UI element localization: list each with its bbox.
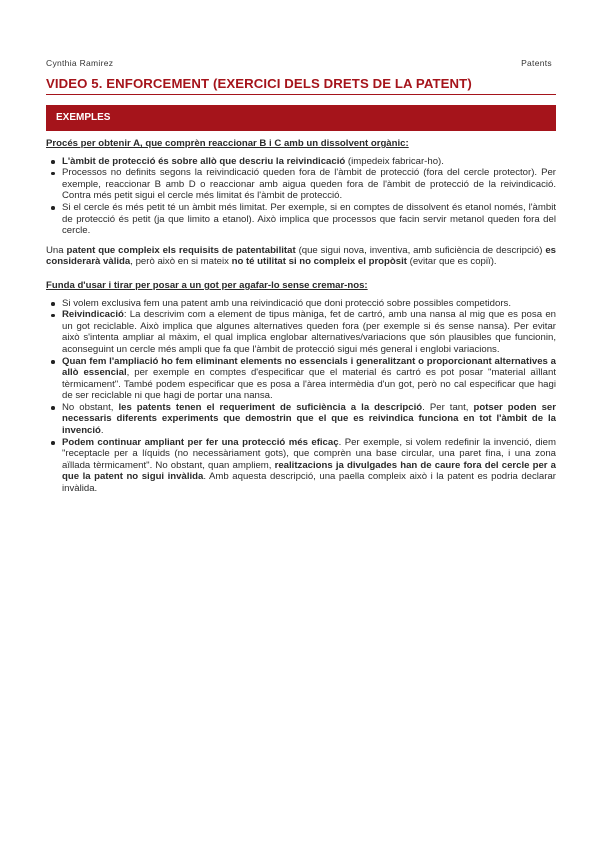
list-item — [62, 437, 556, 495]
text-run: . Amb aquesta descripció, una paella compleix això i la patent es podria declarar invàlida. — [62, 471, 556, 495]
section1-paragraph — [46, 245, 556, 268]
text-run: Quan fem l'ampliació ho fem eliminant elements no essencials i generalitzant o proporcionant alternatives a allò essencial — [62, 355, 556, 379]
text-run: patent que compleix els requisits de patentabilitat — [66, 244, 296, 256]
text-run: (que sigui nova, inventiva, amb suficiència de descripció) — [295, 244, 546, 256]
text-run: , però això en si mateix — [130, 256, 232, 268]
text-run: . Per exemple, si volem redefinir la invenció, diem "receptacle per a líquids (no necessàriament gots), que comprèn una base circular, una paret fina, i una zona aïllada tèrmicament". No obstant, quan ampliem, — [62, 436, 556, 471]
title-divider — [46, 94, 556, 95]
page-title: VIDEO 5. ENFORCEMENT (EXERCICI DELS DRETS DE LA PATENT) — [46, 76, 472, 91]
section2-heading: Funda d'usar i tirar per posar a un got per agafar-lo sense cremar-nos: — [46, 279, 368, 291]
list-item — [62, 298, 556, 310]
text-run: Una — [46, 244, 67, 256]
text-run: no té utilitat si no compleix el propòsit — [231, 256, 407, 268]
text-run: . — [100, 425, 104, 437]
document-body — [46, 138, 556, 495]
text-run: Si el cercle és més petit té un àmbit més limitat. Per exemple, si en comptes de dissolvent és etanol només, l'àmbit de protecció és petit (ja que limito a etanol). Això implica que processos que facin servir metanol queden fora del cercle. — [62, 201, 556, 237]
list-item — [62, 167, 556, 202]
text-run: : La descrivim com a element de tipus màniga, fet de cartró, amb una nansa al mig que es posa en un got reciclable. Això implica que algunes alternatives queden fora (per exemple si és sense nansa). Per evitar això s'intenta ampliar al màxim, el qual implica englobar alternatives/variacions que són plausibles que funcionin, aconseguint un cercle més ampli que fa que l'àmbit de protecció sigui més general i englobi variacions. — [62, 309, 556, 355]
text-run: L'àmbit de protecció és sobre allò que descriu la reivindicació — [62, 155, 346, 167]
text-run: . Per tant, — [422, 401, 474, 413]
section1-list — [46, 156, 556, 237]
text-run: Reivindicació — [62, 309, 124, 321]
text-run: Si volem exclusiva fem una patent amb una reivindicació que doni protecció sobre possibles competidors. — [62, 297, 512, 309]
list-item — [62, 156, 556, 168]
header-subject: Patents — [521, 58, 552, 68]
list-item — [62, 356, 556, 402]
text-run: (evitar que es copiï). — [406, 256, 497, 268]
text-run: , per exemple en comptes d'especificar que el material és cartró es pot posar "material aïllant tèrmicament". També podem especificar que es posa a l'àrea intermèdia d'un got, però no cal especificar que hagi de ser reciclable ni que hagi de portar una nansa. — [62, 367, 556, 402]
text-run: (impedeix fabricar-ho). — [345, 155, 444, 167]
text-run: No obstant, — [62, 401, 119, 413]
text-run: Podem continuar ampliant per fer una protecció més eficaç — [62, 436, 339, 448]
section2-list — [46, 298, 556, 495]
header-author: Cynthia Ramirez — [46, 58, 114, 68]
list-item — [62, 309, 556, 355]
section1-heading: Procés per obtenir A, que comprèn reaccionar B i C amb un dissolvent orgànic: — [46, 138, 409, 149]
list-item — [62, 402, 556, 437]
section-band-label: EXEMPLES — [56, 112, 111, 123]
text-run: potser poden ser necessaris diferents experiments que demostrin que el que es reivindica funciona en tot l'àmbit de la invenció — [62, 401, 556, 437]
section-band — [46, 105, 556, 131]
text-run: es considerarà vàlida — [46, 244, 557, 268]
text-run: les patents tenen el requeriment de suficiència a la descripció — [118, 401, 423, 413]
list-item — [62, 202, 556, 237]
text-run: realitzacions ja divulgades han de caure fora del cercle per a que la patent no sigui invàlida — [62, 459, 557, 483]
text-run: Processos no definits segons la reivindicació queden fora de l'àmbit de protecció (fora del cercle protector). Per exemple, reaccionar B amb D o reaccionar amb aigua queden fora de l'àmbit de protecció de la reivindicació. Contra més petit sigui el cercle més limitat és l'àmbit de protecció. — [62, 167, 556, 202]
